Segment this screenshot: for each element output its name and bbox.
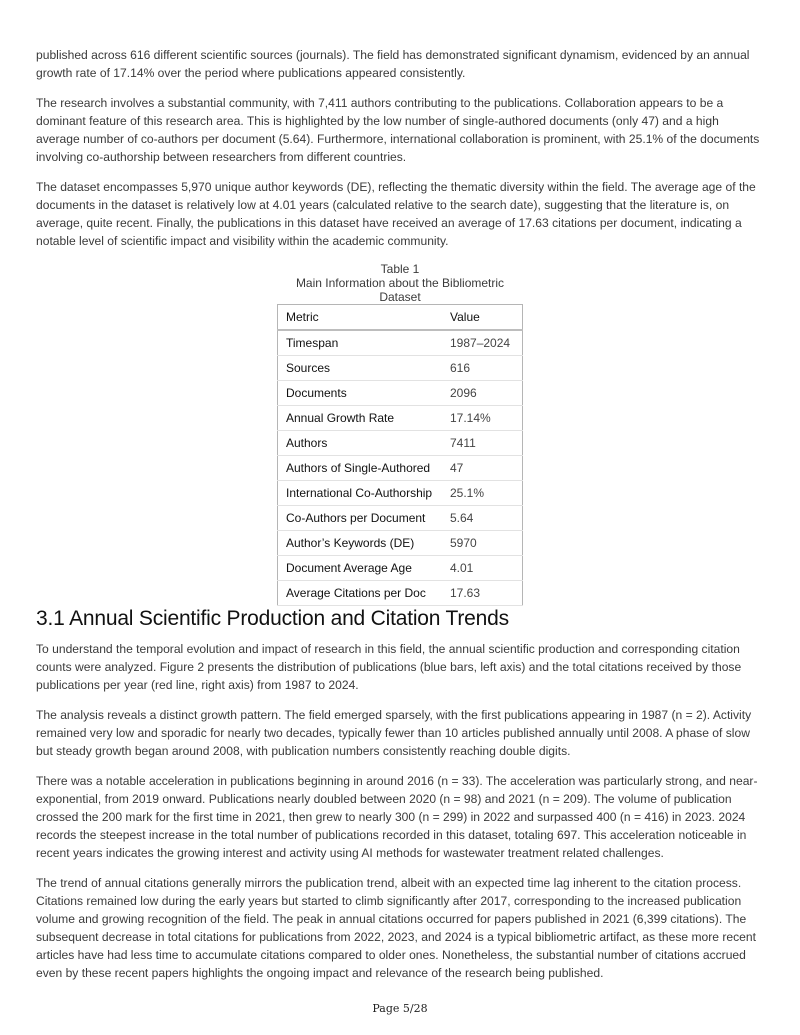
table-caption: [277, 262, 523, 304]
main-info-table: [277, 304, 523, 606]
intro-paragraph-3: The dataset encompasses 5,970 unique author keywords (DE), reflecting the thematic diversity within the field. The average age of the documents in the dataset is relatively low at 4.01 years (calculated relative to the search date), suggesting that the literature is, on average, quite recent. Finally, the publications in this dataset have received an average of 17.63 citations per document, indicating a notable level of scientific impact and visibility within the academic community.: [36, 180, 756, 248]
table-row: [278, 406, 523, 431]
page-number: Page 5/28: [372, 1002, 428, 1015]
metric-cell: Documents: [278, 381, 443, 406]
table-caption-text: Main Information about the Bibliometric Dataset: [295, 276, 505, 304]
column-header-value: Value: [442, 305, 523, 331]
table-row: [278, 556, 523, 581]
value-cell: 2096: [442, 381, 523, 406]
table-row: [278, 431, 523, 456]
metric-cell: Document Average Age: [278, 556, 443, 581]
table-row: [278, 531, 523, 556]
metric-cell: Average Citations per Doc: [278, 581, 443, 606]
value-cell: 5970: [442, 531, 523, 556]
metric-cell: Authors: [278, 431, 443, 456]
table-row: [278, 456, 523, 481]
metric-cell: Authors of Single-Authored: [278, 456, 443, 481]
value-cell: 47: [442, 456, 523, 481]
section-paragraph-2: The analysis reveals a distinct growth pattern. The field emerged sparsely, with the first publications appearing in 1987 (n = 2). Activity remained very low and sporadic for nearly two decades, typically fewer than 10 articles published annually until 2008. A phase of slow but steady growth began around 2008, with publication numbers consistently reaching double digits.: [36, 708, 752, 758]
value-cell: 616: [442, 356, 523, 381]
metric-cell: Annual Growth Rate: [278, 406, 443, 431]
value-cell: 17.14%: [442, 406, 523, 431]
section-paragraph-4: The trend of annual citations generally mirrors the publication trend, albeit with an expected time lag inherent to the citation process. Citations remained low during the early years but started to climb significantly after 2017, corresponding to the increased publication volume and growing recognition of the field. The peak in annual citations occurred for papers published in 2021 (6,399 citations). The subsequent decrease in total citations for publications from 2022, 2023, and 2024 is a typical bibliometric artifact, as these more recent articles have had less time to accumulate citations compared to older ones. Nonetheless, the substantial number of citations accrued even by these recent papers highlights the ongoing impact and relevance of the research being published.: [36, 876, 756, 980]
section-paragraph-1: To understand the temporal evolution and impact of research in this field, the annual scientific production and corresponding citation counts were analyzed. Figure 2 presents the distribution of publications (blue bars, left axis) and the total citations received by those publications per year (red line, right axis) from 1987 to 2024.: [36, 642, 742, 692]
section-heading: 3.1 Annual Scientific Production and Citation Trends: [36, 607, 509, 630]
value-cell: 17.63: [442, 581, 523, 606]
table-label: Table 1: [380, 262, 420, 276]
table-header-row: [278, 305, 523, 331]
table-row: [278, 581, 523, 606]
table-block: [277, 262, 523, 606]
intro-paragraph-2: The research involves a substantial community, with 7,411 authors contributing to the publications. Collaboration appears to be a dominant feature of this research area. This is highlighted by the low number of single-authored documents (only 47) and a high average number of co-authors per document (5.64). Furthermore, international collaboration is prominent, with 25.1% of the documents involving co-authorship between researchers from different countries.: [36, 96, 760, 164]
metric-cell: Co-Authors per Document: [278, 506, 443, 531]
value-cell: 5.64: [442, 506, 523, 531]
column-header-metric: Metric: [278, 305, 443, 331]
metric-cell: Sources: [278, 356, 443, 381]
intro-paragraph-1: published across 616 different scientific sources (journals). The field has demonstrated significant dynamism, evidenced by an annual growth rate of 17.14% over the period where publications appeared consistently.: [36, 48, 750, 80]
table-row: [278, 481, 523, 506]
page-content: [36, 46, 764, 994]
metric-cell: International Co-Authorship: [278, 481, 443, 506]
value-cell: 1987–2024: [442, 330, 523, 356]
table-row: [278, 330, 523, 356]
table-row: [278, 506, 523, 531]
metric-cell: Author’s Keywords (DE): [278, 531, 443, 556]
value-cell: 4.01: [442, 556, 523, 581]
section-paragraph-3: There was a notable acceleration in publications beginning in around 2016 (n = 33). The acceleration was particularly strong, and near-exponential, from 2019 onward. Publications nearly doubled between 2020 (n = 98) and 2021 (n = 209). The volume of publication crossed the 200 mark for the first time in 2021, then grew to nearly 300 (n = 299) in 2022 and surpassed 400 (n = 416) in 2023. 2024 records the steepest increase in the total number of publications recorded in this dataset, totaling 697. This acceleration noticeable in recent years indicates the growing interest and activity using AI methods for wastewater treatment related challenges.: [36, 774, 758, 860]
value-cell: 7411: [442, 431, 523, 456]
metric-cell: Timespan: [278, 330, 443, 356]
table-row: [278, 356, 523, 381]
table-row: [278, 381, 523, 406]
value-cell: 25.1%: [442, 481, 523, 506]
